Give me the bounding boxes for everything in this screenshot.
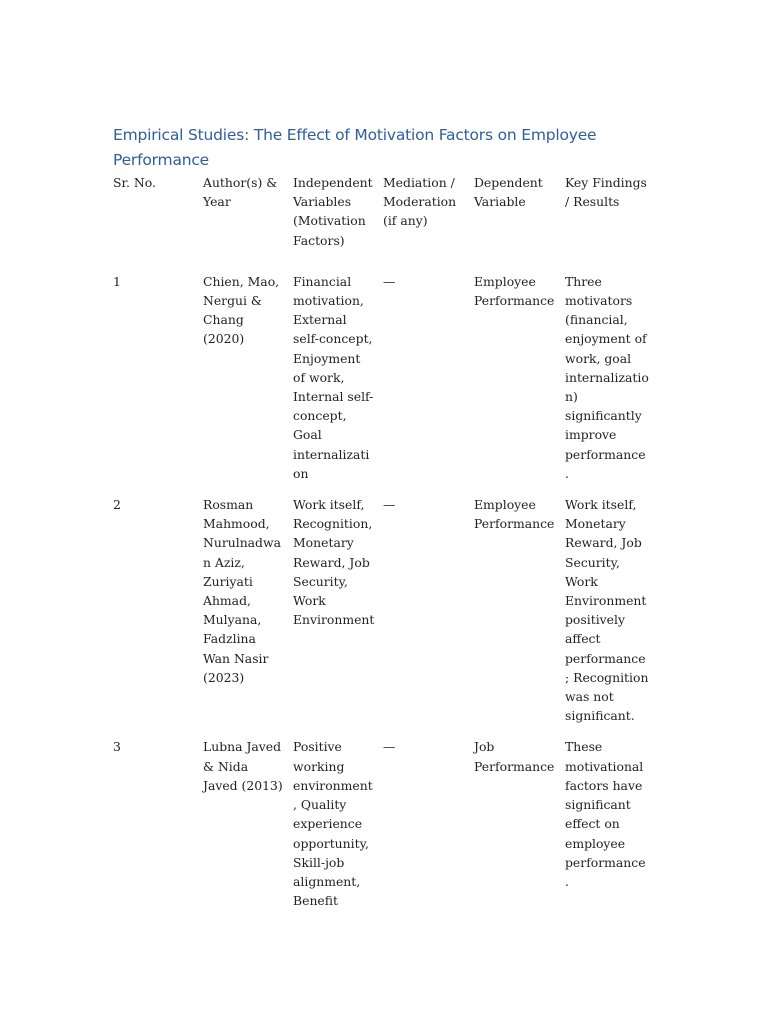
cell-key-findings: Work itself, Monetary Reward, Job Security, Work Environment positively affect performance; Recognition was not significant.: [565, 497, 649, 724]
table-row: [109, 495, 652, 737]
cell-authors: Chien, Mao, Nergui & Chang (2020): [203, 273, 280, 347]
cell-dependent-variable: Employee Performance: [474, 273, 555, 309]
cell-sr-no: 2: [113, 497, 121, 513]
cell-key-findings: Three motivators (financial, enjoyment of work, goal internalization) significantly improve performance.: [565, 273, 649, 481]
cell-authors: Rosman Mahmood, Nurulnadwan Aziz, Zuriyati Ahmad, Mulyana, Fadzlina Wan Nasir (2023): [203, 497, 281, 685]
cell-authors: Lubna Javed & Nida Javed (2013): [203, 739, 283, 793]
table-row: [109, 737, 652, 922]
cell-sr-no: 3: [113, 739, 121, 755]
cell-sr-no: 1: [113, 273, 121, 289]
header-authors: Author(s) & Year: [203, 175, 278, 210]
cell-independent-variables: Financial motivation, External self-concept, Enjoyment of work, Internal self-concept, Goal internalization: [293, 273, 374, 481]
document-title: Empirical Studies: The Effect of Motivation Factors on Employee Performance: [113, 126, 597, 169]
header-key-findings: Key Findings / Results: [565, 175, 647, 210]
cell-mediation: —: [383, 739, 396, 755]
table-header: [109, 173, 652, 272]
cell-independent-variables: Work itself, Recognition, Monetary Reward, Job Security, Work Environment: [293, 497, 375, 628]
cell-mediation: —: [383, 497, 396, 513]
header-row: [109, 173, 652, 272]
header-mediation: Mediation / Moderation (if any): [383, 175, 457, 229]
cell-independent-variables: Positive working environment, Quality experience opportunity, Skill-job alignment, Benefit: [293, 739, 373, 909]
cell-dependent-variable: Employee Performance: [474, 497, 555, 532]
header-independent-variables: Independent Variables (Motivation Factors): [293, 175, 373, 248]
table-body: [109, 272, 652, 923]
cell-dependent-variable: Job Performance: [474, 739, 555, 774]
header-dependent-variable: Dependent Variable: [474, 175, 543, 210]
cell-key-findings: These motivational factors have significant effect on employee performance.: [565, 739, 646, 889]
cell-mediation: —: [383, 273, 396, 289]
table-row: [109, 272, 652, 495]
header-sr-no: Sr. No.: [113, 175, 156, 190]
studies-table: [109, 173, 652, 922]
